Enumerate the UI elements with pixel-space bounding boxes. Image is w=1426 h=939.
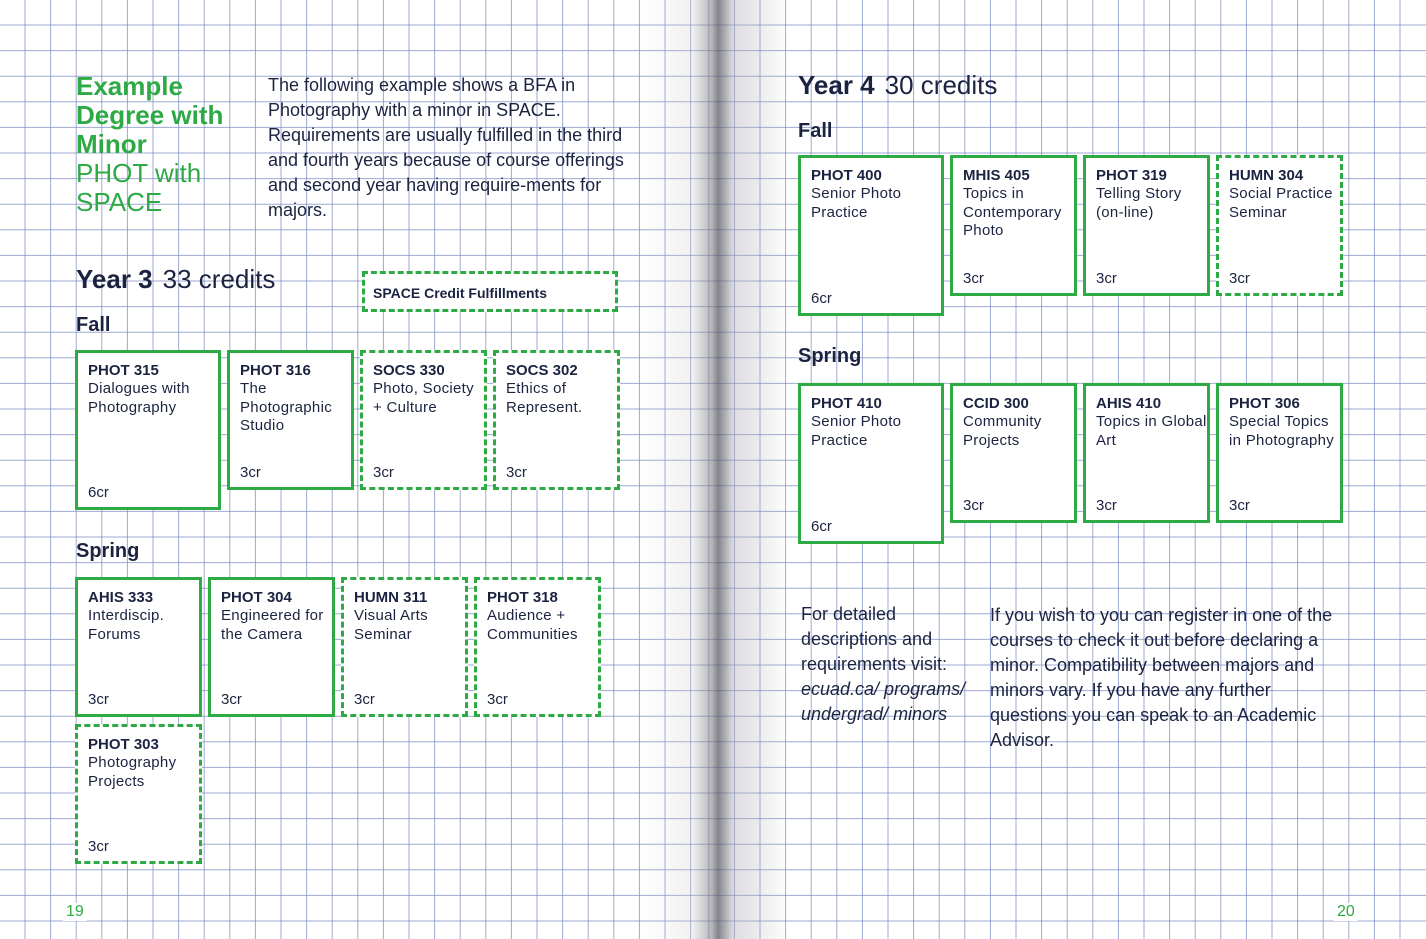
book-spine-shadow <box>640 0 790 939</box>
year4-title: Year 4 <box>798 70 875 100</box>
course-phot-400 <box>798 155 944 316</box>
course-code: PHOT 410 <box>811 395 882 412</box>
visit-info <box>801 602 981 727</box>
course-credits: 6cr <box>811 290 832 307</box>
course-phot-306 <box>1216 383 1343 523</box>
intro-paragraph: The following example shows a BFA in Photography with a minor in SPACE. Requirements are usually fulfilled in the third and fourth years because of course offerings and second year having require-ments for majors. <box>268 75 624 220</box>
course-code: PHOT 303 <box>88 736 159 753</box>
course-phot-304 <box>208 577 335 717</box>
year3-title: Year 3 <box>76 264 153 294</box>
course-phot-318 <box>474 577 601 717</box>
course-credits: 3cr <box>88 838 109 855</box>
course-name: Ethics of Represent. <box>506 380 583 416</box>
course-name: Visual Arts Seminar <box>354 607 428 643</box>
course-credits: 6cr <box>88 484 109 501</box>
course-code: CCID 300 <box>963 395 1029 412</box>
course-ccid-300 <box>950 383 1077 523</box>
course-name: Engineered for the Camera <box>221 607 324 643</box>
course-credits: 6cr <box>811 518 832 535</box>
year4-spring-label: Spring <box>798 345 862 367</box>
year3-fall-label: Fall <box>76 314 111 336</box>
course-name: Dialogues with Photography <box>88 380 190 416</box>
course-mhis-405 <box>950 155 1077 296</box>
course-name: Telling Story (on-line) <box>1096 185 1182 221</box>
course-socs-302 <box>493 350 620 490</box>
course-ahis-333 <box>75 577 202 717</box>
course-code: SOCS 330 <box>373 362 445 379</box>
course-name: Special Topics in Photography <box>1229 413 1335 449</box>
course-credits: 3cr <box>1096 497 1117 514</box>
course-socs-330 <box>360 350 487 490</box>
course-humn-311 <box>341 577 468 717</box>
course-code: PHOT 304 <box>221 589 292 606</box>
visit-link[interactable]: ecuad.ca/ programs/ undergrad/ minors <box>801 679 966 724</box>
course-credits: 3cr <box>373 464 394 481</box>
course-name: The Photographic Studio <box>240 380 332 434</box>
visit-text: For detailed descriptions and requirements visit: <box>801 604 948 674</box>
course-phot-303 <box>75 724 202 864</box>
course-phot-319 <box>1083 155 1210 296</box>
course-name: Senior Photo Practice <box>811 413 902 449</box>
course-code: SOCS 302 <box>506 362 578 379</box>
year4-credits: 30 credits <box>884 70 998 100</box>
course-credits: 3cr <box>506 464 527 481</box>
course-name: Community Projects <box>963 413 1042 449</box>
course-ahis-410 <box>1083 383 1210 523</box>
course-name: Audience + Communities <box>487 607 578 643</box>
year4-fall-label: Fall <box>798 120 833 142</box>
course-credits: 3cr <box>963 497 984 514</box>
course-credits: 3cr <box>240 464 261 481</box>
course-phot-316 <box>227 350 354 490</box>
course-code: PHOT 318 <box>487 589 558 606</box>
page-number-left: 19 <box>63 903 87 921</box>
year3-credits: 33 credits <box>162 264 276 294</box>
course-code: PHOT 315 <box>88 362 159 379</box>
advisor-note: If you wish to you can register in one of the courses to check it out before declaring a minor. Compatibility between majors and minors vary. If you have any further questions you can speak to an Academic Advisor. <box>990 605 1333 750</box>
year3-heading <box>76 264 275 295</box>
course-code: PHOT 316 <box>240 362 311 379</box>
year4-heading <box>798 70 997 101</box>
course-credits: 3cr <box>487 691 508 708</box>
course-credits: 3cr <box>1096 270 1117 287</box>
course-humn-304 <box>1216 155 1343 296</box>
course-code: AHIS 333 <box>88 589 154 606</box>
course-credits: 3cr <box>963 270 984 287</box>
course-credits: 3cr <box>354 691 375 708</box>
course-credits: 3cr <box>88 691 109 708</box>
space-legend-box: SPACE Credit Fulfillments <box>362 271 618 312</box>
page-number-right: 20 <box>1334 903 1358 921</box>
course-code: HUMN 311 <box>354 589 428 606</box>
example-title: Example Degree with Minor <box>76 71 224 159</box>
year3-spring-label: Spring <box>76 540 140 562</box>
course-name: Photography Projects <box>88 754 177 790</box>
course-credits: 3cr <box>221 691 242 708</box>
course-code: PHOT 319 <box>1096 167 1167 184</box>
course-code: MHIS 405 <box>963 167 1030 184</box>
course-code: PHOT 306 <box>1229 395 1300 412</box>
course-credits: 3cr <box>1229 270 1250 287</box>
course-phot-410 <box>798 383 944 544</box>
course-name: Photo, Society + Culture <box>373 380 474 416</box>
course-name: Interdiscip. Forums <box>88 607 165 643</box>
course-credits: 3cr <box>1229 497 1250 514</box>
course-code: HUMN 304 <box>1229 167 1304 184</box>
example-subtitle: PHOT with SPACE <box>76 158 202 217</box>
course-name: Senior Photo Practice <box>811 185 902 221</box>
course-phot-315 <box>75 350 221 510</box>
course-code: AHIS 410 <box>1096 395 1162 412</box>
course-name: Topics in Contemporary Photo <box>963 185 1062 239</box>
course-code: PHOT 400 <box>811 167 882 184</box>
course-name: Topics in Global Art <box>1096 413 1207 449</box>
course-name: Social Practice Seminar <box>1229 185 1333 221</box>
